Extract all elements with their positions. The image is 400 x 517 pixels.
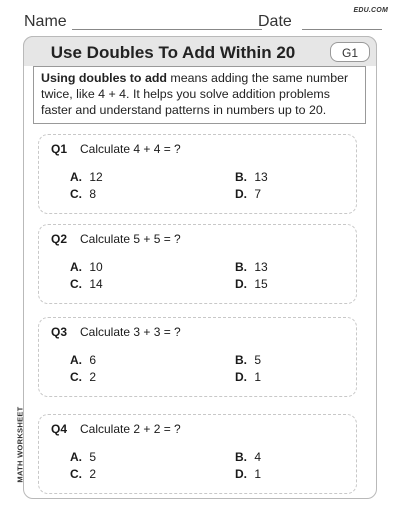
grade-badge: G1 (330, 42, 370, 62)
option-c[interactable]: C. 2 (70, 467, 97, 481)
worksheet-title: Use Doubles To Add Within 20 (50, 43, 296, 62)
intro-text: means adding the same number twice, like 4 + 4. It helps you solve addition problems faster and understand patterns in numbers up to 20. (41, 71, 349, 117)
intro-bold: Using doubles to add (41, 71, 167, 85)
side-label: MATH WORKSHEET (15, 406, 25, 483)
question-label: Q2 (51, 232, 68, 246)
option-a[interactable]: A. 6 (70, 353, 97, 367)
date-label: Date (258, 13, 292, 30)
option-d[interactable]: D. 15 (235, 277, 268, 291)
option-a[interactable]: A. 12 (70, 170, 103, 184)
name-label: Name (24, 13, 67, 30)
question-label: Q4 (51, 422, 68, 436)
option-b[interactable]: B. 13 (235, 170, 268, 184)
option-b[interactable]: B. 13 (235, 260, 268, 274)
question-label: Q3 (51, 325, 68, 339)
option-c[interactable]: C. 14 (70, 277, 103, 291)
name-line (72, 29, 262, 30)
header-row (14, 12, 386, 32)
option-b[interactable]: B. 5 (235, 353, 262, 367)
option-d[interactable]: D. 7 (235, 187, 262, 201)
question-card-1 (38, 134, 357, 214)
question-label: Q1 (51, 142, 68, 156)
option-c[interactable]: C. 8 (70, 187, 97, 201)
option-b[interactable]: B. 4 (235, 450, 262, 464)
question-text: Calculate 4 + 4 = ? (80, 142, 181, 156)
option-d[interactable]: D. 1 (235, 467, 262, 481)
question-text: Calculate 2 + 2 = ? (80, 422, 181, 436)
intro-box (33, 66, 366, 124)
option-c[interactable]: C. 2 (70, 370, 97, 384)
question-text: Calculate 3 + 3 = ? (80, 325, 181, 339)
brand-logo: EDU.COM (353, 7, 388, 14)
option-a[interactable]: A. 10 (70, 260, 103, 274)
question-card-3 (38, 317, 357, 397)
option-d[interactable]: D. 1 (235, 370, 262, 384)
question-card-4 (38, 414, 357, 494)
question-card-2 (38, 224, 357, 304)
date-line (302, 29, 382, 30)
question-text: Calculate 5 + 5 = ? (80, 232, 181, 246)
option-a[interactable]: A. 5 (70, 450, 97, 464)
